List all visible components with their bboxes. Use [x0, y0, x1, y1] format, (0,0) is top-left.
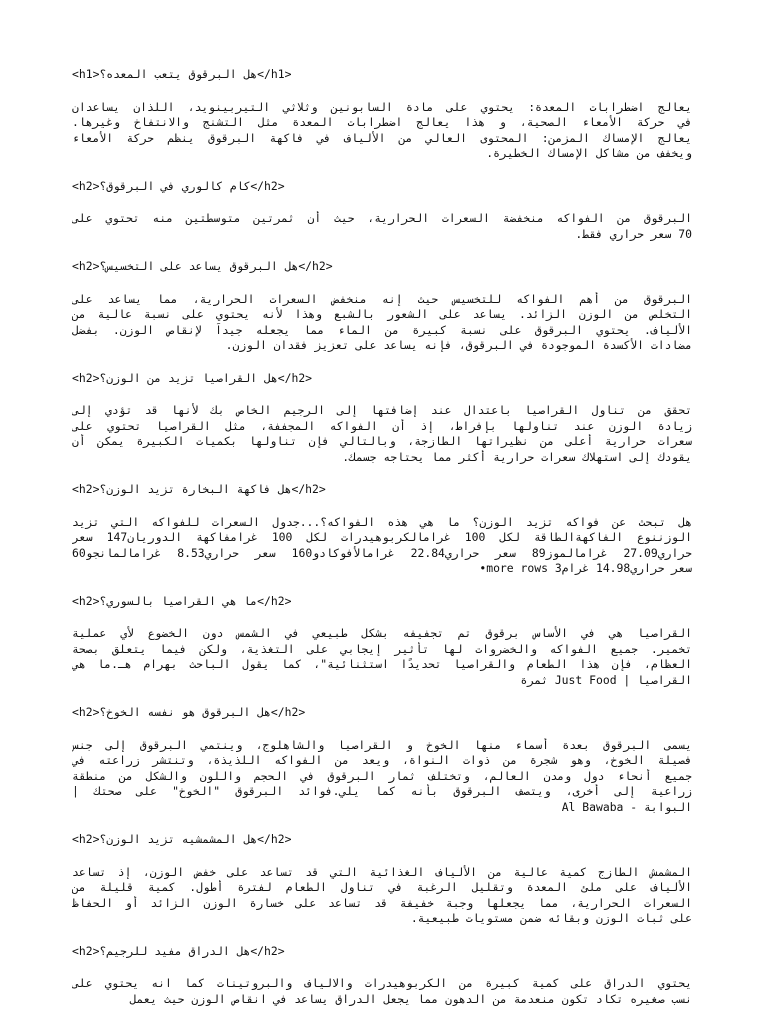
- paragraph: [72, 292, 692, 354]
- paragraph-line: البوابة - Al Bawaba: [561, 799, 692, 814]
- paragraph-line: المشمش الطازج كمية عالية من الألياف الغذائية التي قد تساعد على خفض الوزن، إذ تساعد: [72, 864, 692, 879]
- paragraph-line: تخمير. جميع الفواكه والخضروات لها تأثير إيجابي على التغذية، ولكن فيما يتعلق بصحة: [72, 641, 692, 656]
- paragraph-line: يسمى البرقوق بعدة أسماء منها الخوخ و القراصيا والشاهلوج، وينتمي البرقوق إلى جنس: [72, 737, 692, 752]
- paragraph-line: زيادة الوزن عند تناولها بإفراط، إذ أن الفواكه المجففة، مثل القراصيا تحتوي على: [72, 418, 692, 433]
- paragraph-line: مضادات الأكسدة الموجودة في البرقوق، فإنه يساعد على تعزيز فقدان الوزن.: [225, 338, 692, 352]
- section-heading: <h2>هل البرقوق هو نفسه الخوخ؟</h2>: [72, 705, 306, 719]
- paragraph-line: البرقوق من الفواكه منخفضة السعرات الحرارية، حيث أن ثمرتين متوسطتين منه تحتوي على: [72, 211, 692, 225]
- paragraph-line: هل تبحث عن فواكه تزيد الوزن؟ ما هي هذه الفواكه؟...جدول السعرات للفواكه التي تزيد: [72, 514, 692, 529]
- paragraph-line: الألياف على ملئ المعدة وتقليل الرغبة في تناول الطعام لفترة أطول. كمية قليلة من: [72, 880, 692, 894]
- paragraph-line: يقودك إلى استهلاك سعرات حرارية أكثر مما يحتاجه جسمك.: [342, 449, 692, 464]
- paragraph: [72, 865, 692, 927]
- paragraph-line: الألياف. يحتوي البرقوق على نسبة كبيرة من الماء مما يجعله جيداً لإنقاص الوزن. بفضل: [72, 322, 692, 337]
- paragraph-line: 70 سعر حراري فقط.: [575, 226, 692, 241]
- paragraph-line: العظام، فإن هذا الطعام والقراصيا تحديدًا استثنائية"، كما يقول الباحث بهرام هـ.ما هي: [72, 657, 692, 671]
- paragraph-line: فصيلة الخوخ، وهو شجرة من ذوات النواة، ويعد من الفواكه اللذيذة، وتنتشر زراعته في: [72, 753, 692, 767]
- paragraph: [72, 626, 692, 688]
- paragraph: [72, 738, 692, 816]
- paragraph: [72, 976, 692, 1007]
- section-heading: <h2>هل الدراق مفيد للرجيم؟</h2>: [72, 943, 285, 958]
- paragraph-line: نسب صغيره تكاد تكون منعدمة من الدهون مما يجعل الدراق يساعد في انقاص الوزن حيث يعمل: [129, 991, 692, 1006]
- paragraph-line: القراصيا | Just Food ثمرة: [520, 672, 692, 687]
- paragraph-line: يعالج اضطرابات المعدة: يحتوي على مادة السابونين وثلاثي التيربينويد، اللذان يساعدان: [72, 99, 692, 114]
- paragraph-line: سعرات حرارية أعلى من نظيراتها الطازجة، وبالتالي فإن تناولها بكميات الكبيرة يمكن أن: [72, 434, 692, 448]
- section-heading: <h2>هل المشمشيه تزيد الوزن؟</h2>: [72, 832, 292, 846]
- paragraph-line: الوزننوع الفاكهةالطاقة لكل 100 غرامالكربوهيدرات لكل 100 غرامفاكهة الدوريان147 سعر: [72, 530, 692, 544]
- paragraph: [72, 515, 692, 577]
- paragraph-line: على ثبات الوزن وبقائه ضمن مستويات طبيعية.: [410, 911, 692, 925]
- paragraph-line: في حركة الأمعاء الصحية، و هذا يعالج اضطرابات المعدة مثل التشنج والانتفاخ وغيرها.: [72, 115, 692, 129]
- paragraph-line: السعرات الحرارية، مما يجعلها وجبة خفيفة قد تساعد على خسارة الوزن الزائد أو الحفاظ: [72, 895, 692, 910]
- paragraph-line: يحتوي الدراق على كمية كبيرة من الكربوهيدرات والالياف والبروتينات كما انه يحتوي على: [72, 976, 692, 990]
- paragraph-line: البرقوق من أهم الفواكه للتخسيس حيث إنه منخفض السعرات الحرارية، مما يساعد على: [72, 291, 692, 306]
- section-heading: <h2>هل القراصيا تزيد من الوزن؟</h2>: [72, 370, 313, 385]
- paragraph-line: سعر حراري14.98 غرام3 more rows•: [479, 561, 692, 575]
- paragraph-line: ويخفف من مشاكل الإمساك الخطيرة.: [486, 146, 692, 160]
- paragraph: [72, 403, 692, 465]
- paragraph-line: التخلص من الوزن الزائد. يساعد على الشعور بالشبع وهذا لأنه يحتوي على نسبة عالية من: [72, 307, 692, 321]
- paragraph-line: تحقق من تناول القراصيا باعتدال عند إضافتها إلى الرجيم الخاص بك لأنها قد تؤدي إلى: [72, 403, 692, 417]
- paragraph-line: يعالج الإمساك المزمن: المحتوى العالي من الألياف في فاكهة البرقوق ينظم حركة الأمعاء: [72, 130, 692, 145]
- section-heading: <h2>ما هي القراصيا بالسوري؟</h2>: [72, 593, 292, 608]
- section-heading: <h2>كام كالوري في البرقوق؟</h2>: [72, 178, 285, 193]
- paragraph-line: حراري27.09 غرامالموز89 سعر حراري22.84 غرامالأفوكادو160 سعر حراري8.53 غرامالمانجو60: [72, 545, 692, 560]
- section-heading: <h2>هل البرقوق يساعد على التخسيس؟</h2>: [72, 259, 333, 273]
- section-heading: <h2>هل فاكهة البخارة تزيد الوزن؟</h2>: [72, 482, 326, 496]
- paragraph-line: جميع أنحاء دول ومدن العالم، وتختلف ثمار البرقوق في الحجم واللون والشكل من منطقة: [72, 768, 692, 783]
- paragraph-line: القراصيا هي في الأساس برقوق تم تجفيفه بشكل طبيعي في الشمس دون الخضوع لأي عملية: [72, 626, 692, 640]
- paragraph: [72, 211, 692, 242]
- paragraph: [72, 100, 692, 162]
- section-heading: <h1>هل البرقوق يتعب المعده؟</h1>: [72, 67, 292, 81]
- paragraph-line: زراعية إلى أخرى، ويتصف البرقوق بأنه كما يلي.فوائد البرقوق "الخوخ" على صحتك |: [72, 784, 692, 798]
